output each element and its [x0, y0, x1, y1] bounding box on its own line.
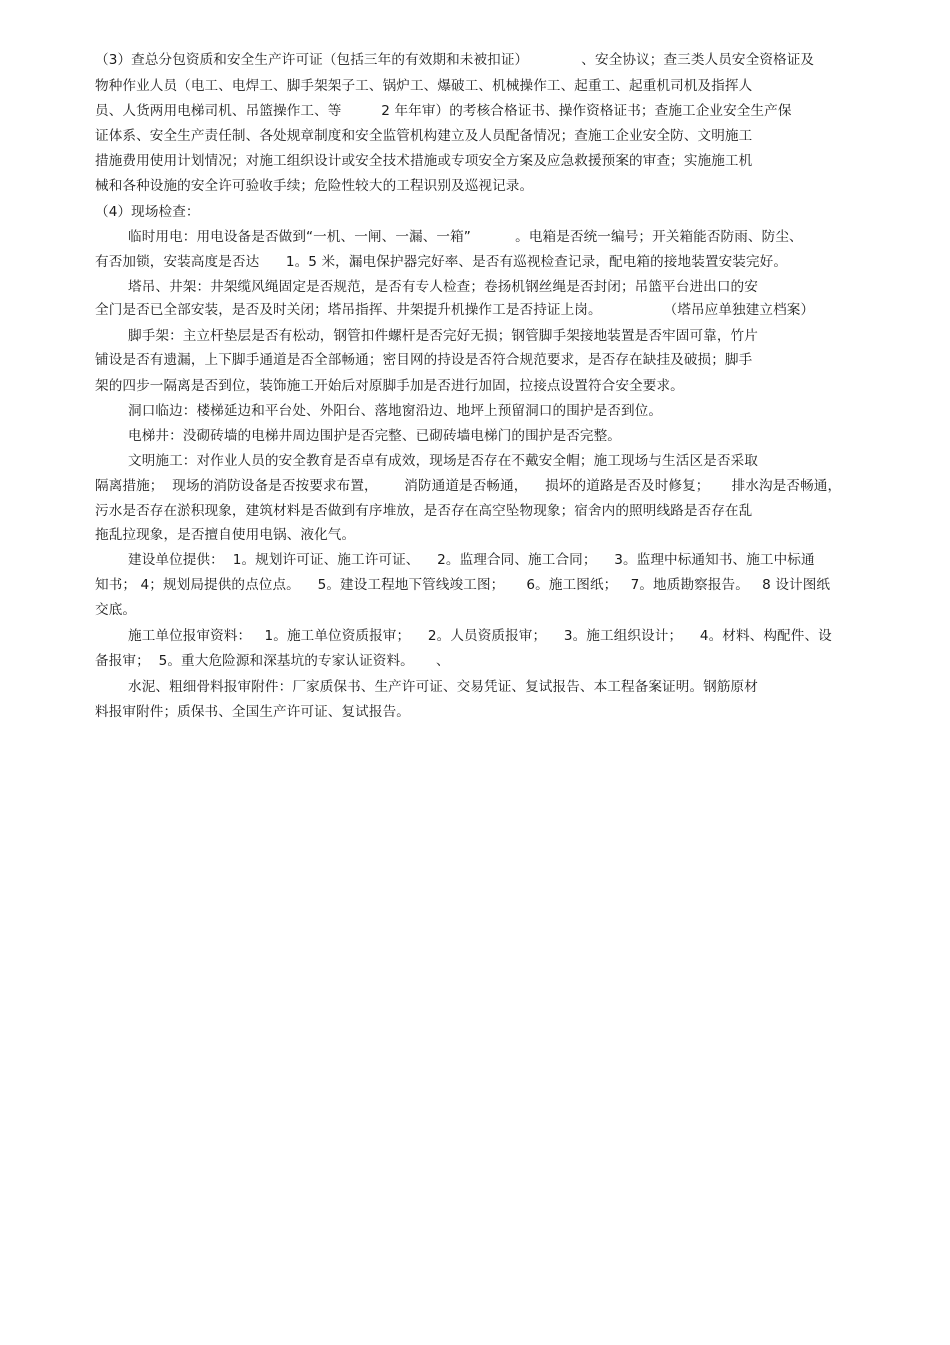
text-line: 施工单位报审资料： 1。施工单位资质报审； 2。人员资质报审； 3。施工组织设计； 4。材料、构配件、设	[128, 628, 832, 644]
text-line: 员、人货两用电梯司机、吊篮操作工、等 2 年年审）的考核合格证书、操作资格证书；查施工企业安全生产保	[95, 103, 792, 119]
text-line: 水泥、粗细骨料报审附件：厂家质保书、生产许可证、交易凭证、复试报告、本工程备案证明。钢筋原材	[128, 679, 758, 695]
text-line: 有否加锁，安装高度是否达 1。5 米，漏电保护器完好率、是否有巡视检查记录，配电箱的接地装置安装完好。	[95, 254, 788, 270]
text-line: 隔离措施； 现场的消防设备是否按要求布置， 消防通道是否畅通， 损坏的道路是否及时修复； 排水沟是否畅通，	[95, 478, 842, 494]
text-line: 建设单位提供： 1。规划许可证、施工许可证、 2。监理合同、施工合同； 3。监理中标通知书、施工中标通	[128, 552, 815, 568]
text-line: 料报审附件；质保书、全国生产许可证、复试报告。	[95, 704, 410, 720]
text-line: 污水是否存在淤积现象，建筑材料是否做到有序堆放，是否存在高空坠物现象；宿舍内的照明线路是否存在乱	[95, 503, 753, 519]
text-line: 架的四步一隔离是否到位，装饰施工开始后对原脚手加是否进行加固，拉接点设置符合安全要求。	[95, 378, 684, 394]
text-line: 备报审； 5。重大危险源和深基坑的专家认证资料。 、	[95, 653, 450, 669]
text-line: 全门是否已全部安装，是否及时关闭；塔吊指挥、井架提升机操作工是否持证上岗。 （塔吊应单独建立档案）	[95, 302, 815, 318]
text-line: 证体系、安全生产责任制、各处规章制度和安全监管机构建立及人员配备情况；查施工企业安全防、文明施工	[95, 128, 753, 144]
text-line: 电梯井：没砌砖墙的电梯井周边围护是否完整、已砌砖墙电梯门的围护是否完整。	[128, 428, 621, 444]
text-line: 临时用电：用电设备是否做到“一机、一闸、一漏、一箱” 。电箱是否统一编号；开关箱能否防雨、防尘、	[128, 229, 803, 245]
text-line: 脚手架：主立杆垫层是否有松动，钢管扣件螺杆是否完好无损；钢管脚手架接地装置是否牢固可靠，竹片	[128, 328, 758, 344]
text-line: 洞口临边：楼梯延边和平台处、外阳台、落地窗沿边、地坪上预留洞口的围护是否到位。	[128, 403, 663, 419]
text-line: 知书； 4；规划局提供的点位点。 5。建设工程地下管线竣工图； 6。施工图纸； 7。地质勘察报告。 8 设计图纸	[95, 577, 831, 593]
text-line: 交底。	[95, 602, 137, 618]
text-line: 文明施工：对作业人员的安全教育是否卓有成效，现场是否存在不戴安全帽；施工现场与生活区是否采取	[128, 453, 758, 469]
section-heading: （4）现场检查：	[95, 204, 200, 220]
text-line: 械和各种设施的安全许可验收手续；危险性较大的工程识别及巡视记录。	[95, 178, 534, 194]
text-line: 物种作业人员（电工、电焊工、脚手架架子工、锅炉工、爆破工、机械操作工、起重工、起重机司机及指挥人	[95, 78, 753, 94]
text-line: 塔吊、井架：井架缆风绳固定是否规范，是否有专人检查；卷扬机钢丝绳是否封闭；吊篮平台进出口的安	[128, 279, 758, 295]
text-line: （3）查总分包资质和安全生产许可证（包括三年的有效期和未被扣证） 、安全协议；查三类人员安全资格证及	[95, 52, 815, 68]
text-line: 拖乱拉现象，是否擅自使用电锅、液化气。	[95, 527, 356, 543]
text-line: 铺设是否有遗漏，上下脚手通道是否全部畅通；密目网的持设是否符合规范要求，是否存在缺挂及破损；脚手	[95, 352, 753, 368]
text-line: 措施费用使用计划情况；对施工组织设计或安全技术措施或专项安全方案及应急救援预案的审查；实施施工机	[95, 153, 753, 169]
